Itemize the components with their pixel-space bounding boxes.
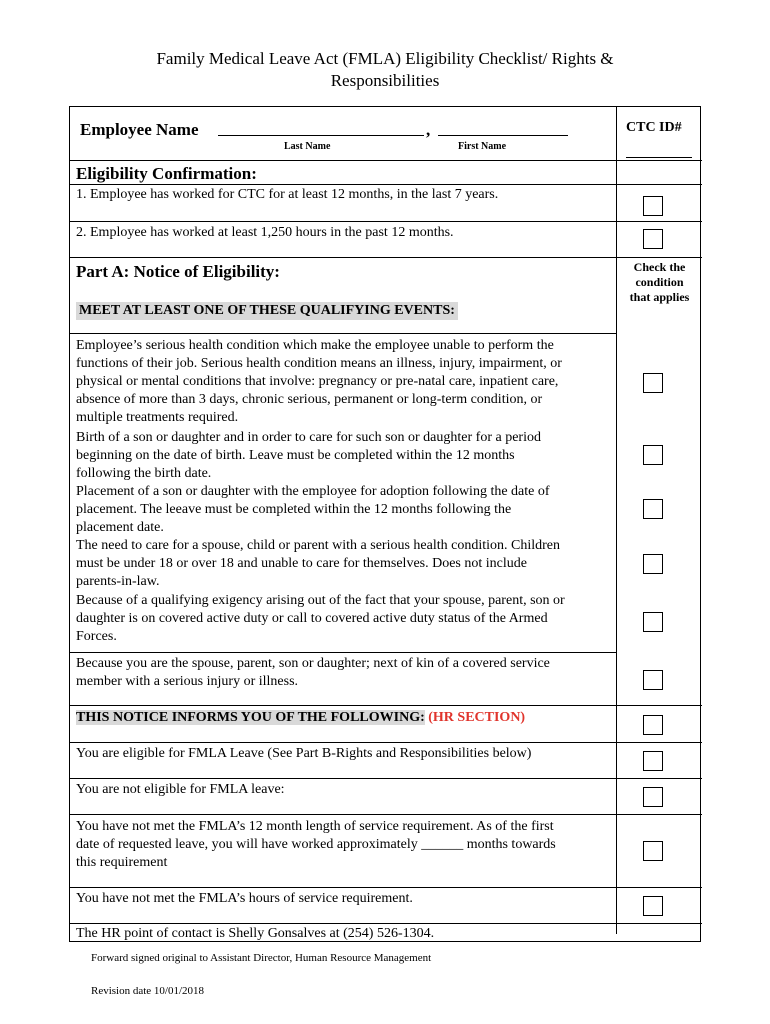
row-divider: [70, 887, 702, 888]
event-6-checkbox[interactable]: [643, 670, 663, 690]
event-serious-health-condition: [76, 337, 616, 427]
title-line-1: Family Medical Leave Act (FMLA) Eligibility Checklist/ Rights &: [156, 49, 614, 68]
text-line: Employee’s serious health condition which make the employee unable to perform the: [76, 338, 554, 353]
row-divider: [70, 742, 702, 743]
text-line: Because of a qualifying exigency arising out of the fact that your spouse, parent, son or: [76, 593, 565, 608]
qualifying-events-heading: MEET AT LEAST ONE OF THESE QUALIFYING EVENTS:: [76, 302, 458, 320]
last-name-field[interactable]: [218, 119, 424, 136]
text-line: placement date.: [76, 520, 164, 535]
text-line: member with a serious injury or illness.: [76, 674, 299, 689]
forward-note: Forward signed original to Assistant Director, Human Resource Management: [91, 952, 432, 964]
event-1-checkbox[interactable]: [643, 373, 663, 393]
text-line: date of requested leave, you will have worked approximately ______ months towards: [76, 837, 556, 852]
check-note-line: condition: [635, 275, 684, 289]
document-title: [0, 48, 770, 92]
text-line: The need to care for a spouse, child or parent with a serious health condition. Children: [76, 538, 561, 553]
text-line: must be under 18 or over 18 and unable to care for themselves. Does not include: [76, 556, 527, 571]
check-note-line: Check the: [633, 260, 686, 274]
row-divider: [70, 257, 702, 258]
notice-hours-checkbox[interactable]: [643, 896, 663, 916]
row-divider: [70, 814, 702, 815]
event-2-checkbox[interactable]: [643, 445, 663, 465]
notice-length-of-service: [76, 818, 616, 872]
text-line: absence of more than 3 days, chronic serious, permanent or long-term condition, or: [76, 392, 543, 407]
notice-eligible: You are eligible for FMLA Leave (See Part B-Rights and Responsibilities below): [76, 746, 532, 761]
eligibility-item-1: 1. Employee has worked for CTC for at least 12 months, in the last 7 years.: [76, 187, 499, 202]
notice-not-eligible-checkbox[interactable]: [643, 787, 663, 807]
column-divider: [616, 107, 617, 934]
notice-heading-row: [76, 709, 525, 727]
text-line: following the birth date.: [76, 466, 212, 481]
notice-heading: THIS NOTICE INFORMS YOU OF THE FOLLOWING:: [76, 710, 425, 725]
notice-eligible-checkbox[interactable]: [643, 751, 663, 771]
text-line: Birth of a son or daughter and in order to care for such son or daughter for a period: [76, 430, 541, 445]
text-line: Because you are the spouse, parent, son or daughter; next of kin of a covered service: [76, 656, 550, 671]
event-3-checkbox[interactable]: [643, 499, 663, 519]
notice-length-checkbox[interactable]: [643, 841, 663, 861]
eligibility-2-checkbox[interactable]: [643, 229, 663, 249]
text-line: multiple treatments required.: [76, 410, 239, 425]
text-line: parents-in-law.: [76, 574, 160, 589]
check-note-line: that applies: [629, 290, 690, 304]
text-line: physical or mental conditions that involve: pregnancy or pre-natal care, inpatient care,: [76, 374, 559, 389]
row-divider: [70, 160, 702, 161]
text-line: Placement of a son or daughter with the employee for adoption following the date of: [76, 484, 550, 499]
notice-hours-of-service: You have not met the FMLA’s hours of service requirement.: [76, 891, 413, 906]
text-line: placement. The leeave must be completed within the 12 months following the: [76, 502, 512, 517]
hr-contact: The HR point of contact is Shelly Gonsalves at (254) 526-1304.: [76, 926, 435, 941]
hr-section-tag: (HR SECTION): [428, 710, 526, 725]
event-service-member: [76, 655, 616, 691]
row-divider: [70, 778, 702, 779]
row-divider: [70, 923, 702, 924]
notice-heading-checkbox[interactable]: [643, 715, 663, 735]
first-name-field[interactable]: [438, 119, 568, 136]
name-separator: ,: [426, 120, 431, 139]
event-exigency: [76, 592, 616, 646]
eligibility-item-2: 2. Employee has worked at least 1,250 hours in the past 12 months.: [76, 225, 454, 240]
notice-not-eligible: You are not eligible for FMLA leave:: [76, 782, 285, 797]
ctc-id-field[interactable]: [626, 143, 692, 158]
row-divider: [70, 652, 617, 653]
last-name-caption: Last Name: [284, 141, 331, 152]
event-4-checkbox[interactable]: [643, 554, 663, 574]
event-adoption: [76, 483, 616, 537]
row-divider: [70, 333, 617, 334]
event-care-family: [76, 537, 616, 591]
text-line: You have not met the FMLA’s 12 month length of service requirement. As of the first: [76, 819, 554, 834]
event-birth: [76, 429, 616, 483]
employee-name-label: Employee Name: [80, 120, 199, 139]
text-line: beginning on the date of birth. Leave must be completed within the 12 months: [76, 448, 515, 463]
text-line: this requirement: [76, 855, 168, 870]
text-line: functions of their job. Serious health condition means an illness, injury, impairment, or: [76, 356, 562, 371]
eligibility-1-checkbox[interactable]: [643, 196, 663, 216]
fmla-form: [69, 106, 701, 942]
text-line: Forces.: [76, 629, 117, 644]
revision-date: Revision date 10/01/2018: [91, 985, 205, 997]
event-5-checkbox[interactable]: [643, 612, 663, 632]
part-a-heading: Part A: Notice of Eligibility:: [76, 262, 280, 281]
ctc-id-label: CTC ID#: [626, 120, 682, 135]
check-note: [617, 260, 702, 305]
text-line: daughter is on covered active duty or call to covered active duty status of the Armed: [76, 611, 548, 626]
title-line-2: Responsibilities: [330, 71, 440, 90]
row-divider: [70, 705, 702, 706]
row-divider: [70, 221, 702, 222]
first-name-caption: First Name: [458, 141, 507, 152]
eligibility-heading: Eligibility Confirmation:: [76, 164, 257, 183]
